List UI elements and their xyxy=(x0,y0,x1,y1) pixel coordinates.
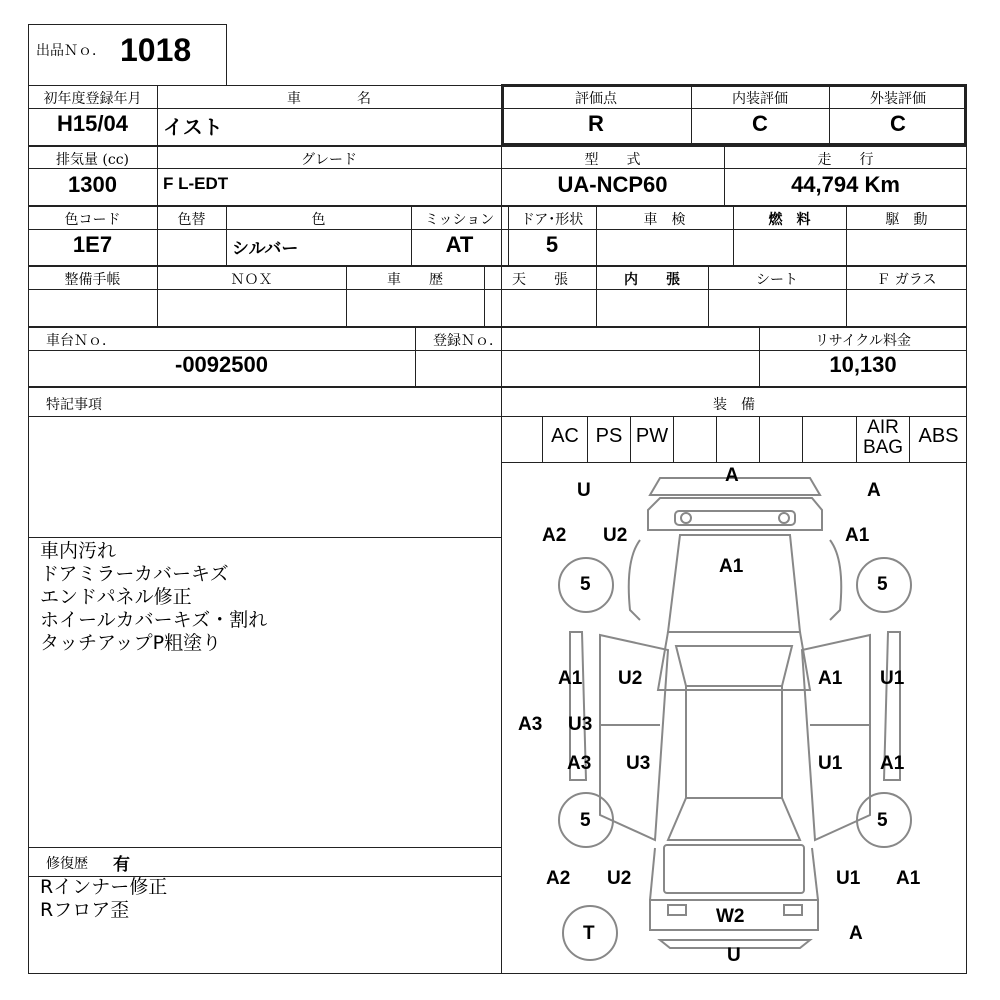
equipment-item: ABS xyxy=(918,425,959,447)
damage-mark: A3 xyxy=(567,753,592,774)
chassis-label: 車台Ｎｏ． xyxy=(46,333,116,349)
displacement-value: 1300 xyxy=(68,172,117,197)
mileage-value: 44,794 Km xyxy=(791,172,900,197)
damage-mark: U xyxy=(577,480,591,501)
repaint-label: 色替 xyxy=(177,212,206,228)
damage-mark: U2 xyxy=(603,525,628,546)
damage-mark: A xyxy=(867,480,881,501)
note-line: ホイールカバーキズ・割れ xyxy=(40,609,268,631)
mission-label: ミッション xyxy=(424,212,495,228)
inner-label: 内 張 xyxy=(624,272,680,288)
equipment-item: AC xyxy=(551,425,579,447)
exterior-label: 外装評価 xyxy=(870,91,926,107)
damage-mark: A xyxy=(849,923,863,944)
color-code-value: 1E7 xyxy=(72,232,113,257)
damage-mark: U3 xyxy=(626,753,651,774)
exterior-value: C xyxy=(890,111,906,136)
glass-label: Ｆ ガラス xyxy=(876,272,937,288)
model-label: 型 式 xyxy=(584,152,641,168)
equipment-label: 装 備 xyxy=(713,397,755,413)
fuel-label: 燃 料 xyxy=(768,212,811,228)
damage-mark: 5 xyxy=(877,810,888,831)
damage-mark: T xyxy=(583,923,595,944)
seat-label: シート xyxy=(756,272,798,288)
repair-line: Rインナー修正 xyxy=(40,876,168,898)
door-label: ドア･形状 xyxy=(520,212,584,228)
name-value: イスト xyxy=(163,115,223,139)
drive-label: 駆 動 xyxy=(885,212,928,228)
repair-line: Rフロア歪 xyxy=(40,899,130,921)
mission-value: AT xyxy=(445,232,474,257)
note-line: 車内汚れ xyxy=(40,540,117,562)
damage-mark: A1 xyxy=(880,753,905,774)
recycle-label: リサイクル料金 xyxy=(814,333,912,349)
damage-mark: A3 xyxy=(518,714,543,735)
damage-mark: A1 xyxy=(896,868,921,889)
damage-mark: U1 xyxy=(818,753,843,774)
repair-label: 修復歴 xyxy=(46,856,88,872)
note-line: エンドパネル修正 xyxy=(40,586,192,608)
damage-mark: 5 xyxy=(580,810,591,831)
color-label: 色 xyxy=(311,212,326,228)
damage-mark: A1 xyxy=(719,556,744,577)
equipment-item: PS xyxy=(595,425,623,447)
maintenance-label: 整備手帳 xyxy=(64,272,121,288)
damage-mark: W2 xyxy=(716,906,745,927)
damage-mark: A2 xyxy=(546,868,571,889)
model-value: UA-NCP60 xyxy=(557,172,668,197)
damage-mark: A1 xyxy=(845,525,870,546)
score-value: R xyxy=(588,111,604,136)
equipment-item: PW xyxy=(635,425,669,447)
history-label: 車 歴 xyxy=(387,272,443,288)
damage-mark: 5 xyxy=(580,574,591,595)
chassis-value: -0092500 xyxy=(175,352,268,377)
damage-mark: U2 xyxy=(607,868,632,889)
interior-label: 内装評価 xyxy=(732,91,788,107)
damage-mark: U1 xyxy=(836,868,861,889)
note-line: ドアミラーカバーキズ xyxy=(40,563,229,585)
mileage-label: 走 行 xyxy=(817,152,874,168)
recycle-value: 10,130 xyxy=(829,352,897,377)
damage-mark: U3 xyxy=(568,714,593,735)
damage-mark: A xyxy=(725,465,739,486)
roof-label: 天 張 xyxy=(512,272,568,288)
displacement-label: 排気量 (cc) xyxy=(55,152,130,168)
inspection-label: 車 検 xyxy=(643,212,686,228)
note-line: タッチアップP粗塗り xyxy=(40,632,222,654)
door-value: 5 xyxy=(545,232,559,257)
interior-value: C xyxy=(752,111,768,136)
repair-value: 有 xyxy=(113,855,130,875)
color-value: シルバー xyxy=(232,239,299,259)
score-label: 評価点 xyxy=(575,91,617,107)
damage-mark: A1 xyxy=(818,668,843,689)
grade-label: グレード xyxy=(301,152,357,168)
year-value: H15/04 xyxy=(57,111,128,136)
damage-mark: U xyxy=(727,945,741,966)
damage-mark: A2 xyxy=(542,525,567,546)
year-label: 初年度登録年月 xyxy=(43,91,142,107)
grade-value: F L-EDT xyxy=(163,174,229,193)
name-label: 車 名 xyxy=(287,91,371,107)
registration-label: 登録Ｎｏ． xyxy=(433,333,503,349)
damage-mark: U2 xyxy=(618,668,643,689)
color-code-label: 色コード xyxy=(64,212,121,228)
lot-label: 出品Ｎｏ． xyxy=(36,43,106,59)
nox-label: ＮＯＸ xyxy=(230,272,273,288)
damage-mark: U1 xyxy=(880,668,905,689)
damage-mark: A1 xyxy=(558,668,583,689)
notes-label: 特記事項 xyxy=(46,397,102,413)
damage-mark: 5 xyxy=(877,574,888,595)
equipment-item: AIR BAG xyxy=(862,417,904,458)
lot-number: 1018 xyxy=(120,32,192,68)
